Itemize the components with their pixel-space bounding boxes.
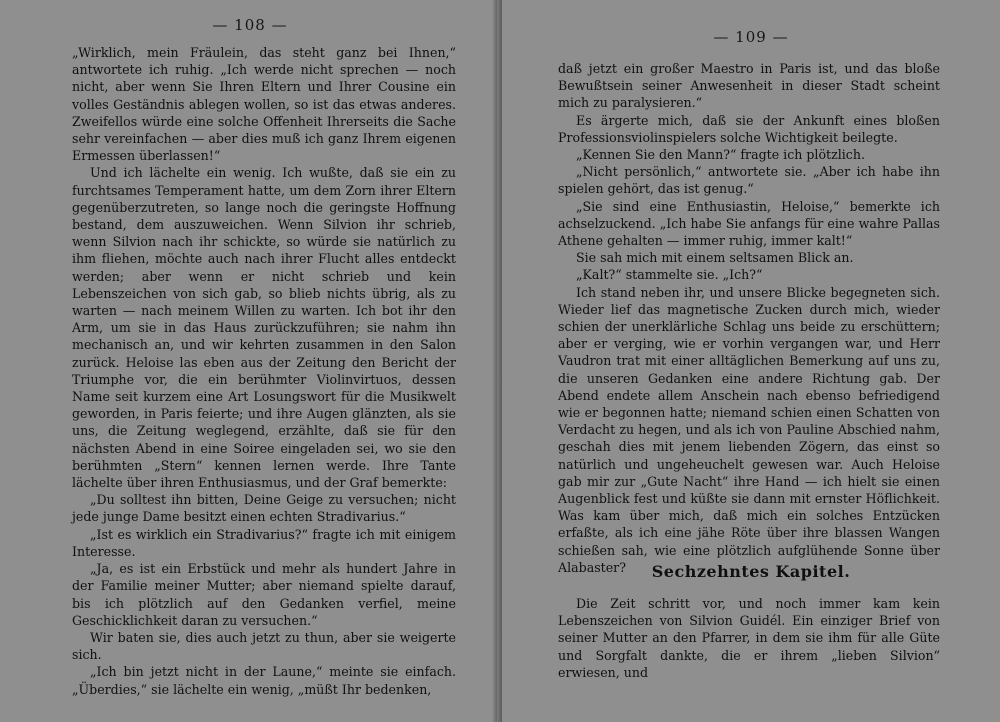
right-page	[502, 0, 1000, 722]
paragraph: Sie sah mich mit einem seltsamen Blick an.	[576, 250, 854, 266]
paragraph: Die Zeit schritt vor, und noch immer kam kein Lebenszeichen von Silvion Guidél. Ein einziger Brief von seiner Mutter an den Pfarrer, in dem sie ihm für alle Güte und Sorgfalt dankte, die er ihrem „lieben Silvion“ erwiesen, und	[558, 596, 940, 680]
paragraph: „Ich bin jetzt nicht in der Laune,“ meinte sie einfach. „Überdies,“ sie lächelte ein wenig, „müßt Ihr bedenken,	[72, 664, 456, 697]
page-number: — 108 —	[212, 16, 288, 34]
paragraph: „Wirklich, mein Fräulein, das steht ganz bei Ihnen,“ antwortete ich ruhig. „Ich werde nicht sprechen — noch nicht, aber wenn Sie Ihren Eltern und Ihrer Cousine ein volles Geständnis ablegen wollen, so ist das etwas anderes. Zweifellos würde eine solche Offenheit Ihrerseits die Sache sehr vereinfachen — aber dies muß ich ganz Ihrem eigenen Ermessen überlassen!“	[72, 45, 456, 164]
paragraph: „Nicht persönlich,“ antwortete sie. „Aber ich habe ihn spielen gehört, das ist genug.“	[558, 164, 940, 197]
chapter-text	[558, 595, 940, 681]
chapter-heading: Sechzehntes Kapitel.	[651, 562, 851, 581]
paragraph: „Du solltest ihn bitten, Deine Geige zu versuchen; nicht jede junge Dame besitzt einen echten Stradivarius.“	[72, 492, 456, 525]
paragraph: „Sie sind eine Enthusiastin, Heloise,“ bemerkte ich achselzuckend. „Ich habe Sie anfangs für eine wahre Pallas Athene gehalten — immer ruhig, immer kalt!“	[558, 198, 940, 249]
paragraph: daß jetzt ein großer Maestro in Paris ist, und das bloße Bewußtsein seiner Anwesenheit in dieser Stadt scheint mich zu paralysieren.“	[558, 61, 940, 111]
paragraph: „Ist es wirklich ein Stradivarius?“ fragte ich mit einigem Interesse.	[72, 526, 456, 559]
page-number: — 109 —	[713, 28, 789, 46]
paragraph: Wir baten sie, dies auch jetzt zu thun, aber sie weigerte sich.	[72, 629, 456, 663]
paragraph: „Kalt?“ stammelte sie. „Ich?“	[576, 267, 763, 283]
paragraph: „Ja, es ist ein Erbstück und mehr als hundert Jahre in der Familie meiner Mutter; aber niemand spielte darauf, bis ich plötzlich auf den Gedanken verfiel, meine Geschicklichkeit daran zu versuchen.“	[72, 561, 456, 628]
paragraph: Und ich lächelte ein wenig. Ich wußte, daß sie ein zu furchtsames Temperament hatte, um dem Zorn ihrer Eltern gegenüberzutreten, so lange noch die geringste Hoffnung bestand, dem auszuweichen. Wenn Silvion ihr schrieb, wenn Silvion nach ihr schickte, so würde sie natürlich zu ihm fliehen, möchte auch nach ihrer Flucht alles entdeckt werden; aber wenn er nicht schrieb und kein Lebenszeichen von sich gab, so blieb nichts übrig, als zu warten — nach meinem Willen zu warten. Ich bot ihr den Arm, um sie in das Haus zurückzuführen; sie nahm ihn mechanisch an, und wir kehrten zusammen in den Salon zurück. Heloise las eben aus der Zeitung den Bericht der Triumphe vor, die ein berühmter Violinvirtuos, dessen Name seit kurzem eine Art Losungswort für die Musikwelt geworden, in Paris feierte; und ihre Augen glänzten, als sie uns, die Zeitung weglegend, erzählte, daß sie für den nächsten Abend in eine Soiree eingeladen sei, wo sie den berühmten „Stern“ kennen lernen werde. Ihre Tante lächelte über ihren Enthusiasmus, und der Graf bemerkte:	[72, 165, 456, 491]
left-page-text	[72, 44, 456, 698]
paragraph: „Kennen Sie den Mann?“ fragte ich plötzlich.	[576, 147, 865, 163]
right-page-text	[558, 60, 940, 576]
paragraph: Ich stand neben ihr, und unsere Blicke begegneten sich. Wieder lief das magnetische Zucken durch mich, wieder schien der unerklärliche Schlag uns beide zu erschüttern; aber er verging, wie er vorhin vergangen war, und Herr Vaudron trat mit einer alltäglichen Bemerkung auf uns zu, die unseren Gedanken eine andere Richtung gab. Der Abend endete allem Anschein nach ebenso befriedigend wie er begonnen hatte; niemand schien einen Schatten von Verdacht zu hegen, und als ich von Pauline Abschied nahm, geschah dies mit jenem liebenden Zögern, das einst so natürlich und ungeheuchelt gewesen war. Auch Heloise gab mir zur „Gute Nacht“ ihre Hand — ich hielt sie einen Augenblick fest und küßte sie dann mit ernster Höflichkeit. Was kam über mich, daß mich ein solches Entzücken erfaßte, als ich eine jähe Röte über ihre blassen Wangen schießen sah, wie eine plötzlich aufglühende Sonne über Alabaster?	[558, 284, 940, 575]
paragraph: Es ärgerte mich, daß sie der Ankunft eines bloßen Professionsviolinspielers solche Wichtigkeit beilegte.	[558, 112, 940, 145]
